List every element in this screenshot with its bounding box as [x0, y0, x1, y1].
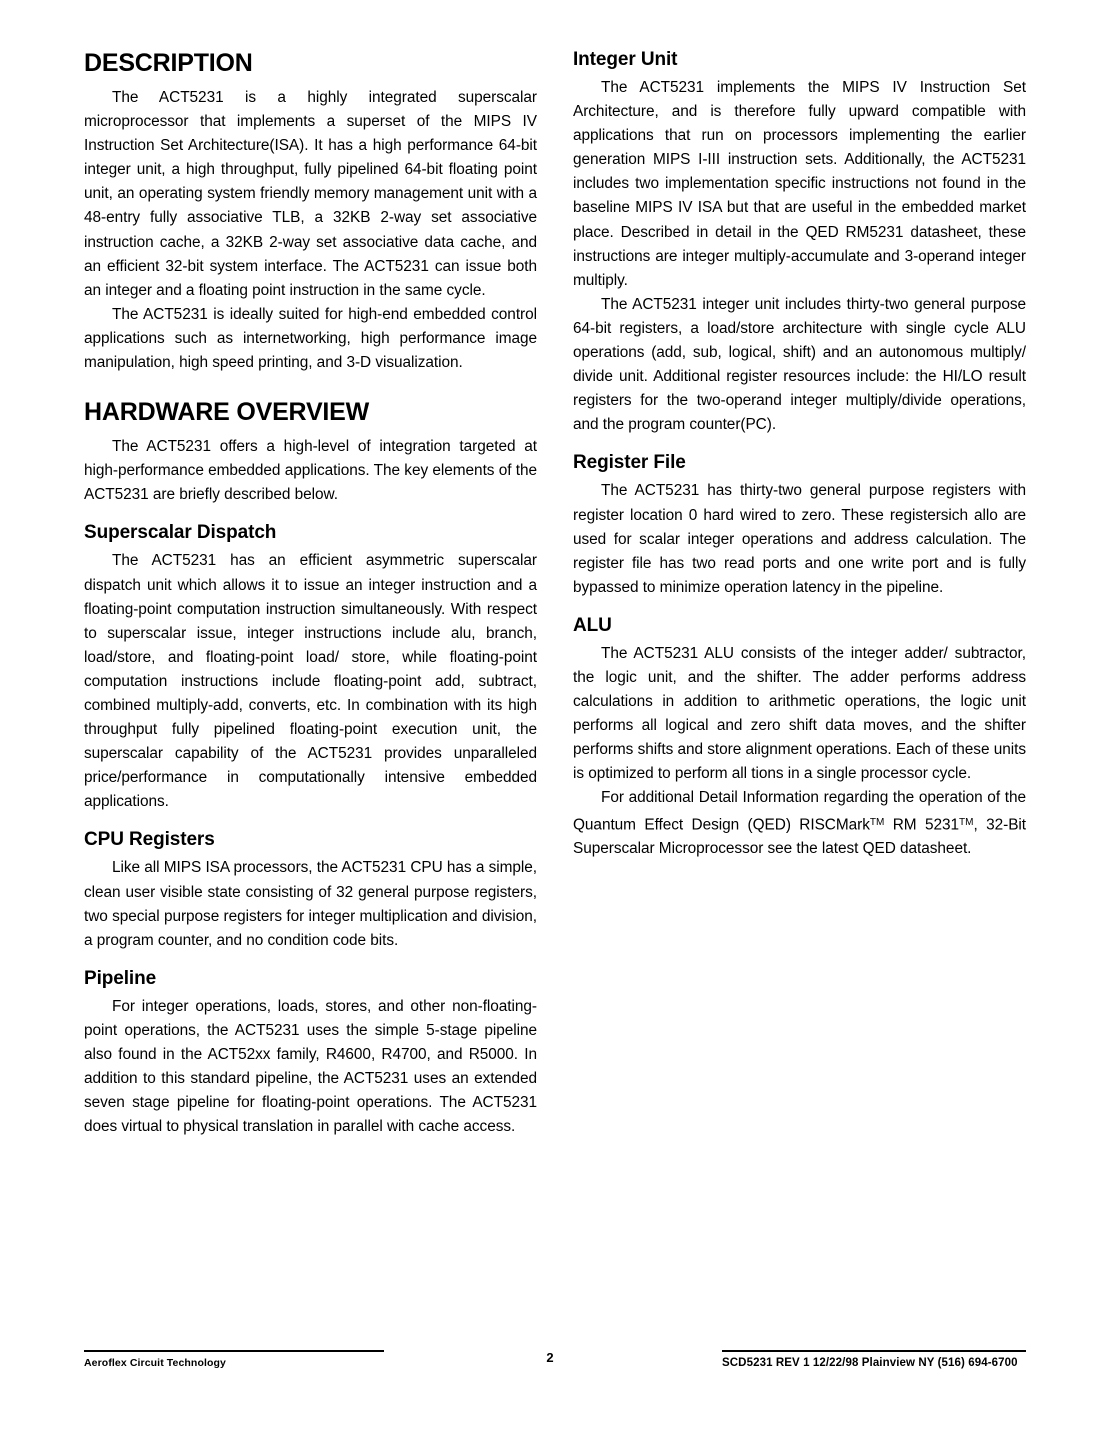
paragraph-superscalar-dispatch-1: The ACT5231 has an efficient asymmetric superscalar dispatch unit which allows it to issue an integer instruction and a floating-point computation instruction simultaneously. With respect to superscalar issue, integer instructions include alu, branch, load/store, and floating-point load/ store, while floating-point computation instructions include floating-point add, subtract, combined multiply-add, converts, etc. In combination with its high throughput fully pipelined floating-point execution unit, the superscalar capability of the ACT5231 provides unparalleled price/performance in computationally intensive embedded applications. — [84, 552, 537, 811]
subsection-heading-register-file: Register File — [573, 452, 686, 474]
paragraph-alu-1: The ACT5231 ALU consists of the integer adder/ subtractor, the logic unit, and the shifter. The adder performs address calculations in addition to arithmetic operations, the logic unit performs all logical and zero shift data moves, and the shifter performs shifts and store alignment operations. Each of these units is optimized to perform all tions in a single processor cycle. — [573, 644, 1026, 783]
footer-doc-reference: SCD5231 REV 1 12/22/98 Plainview NY (516) 694-6700 — [722, 1357, 1018, 1369]
additional-info-prefix: For additional Detail Information regarding the operation of the Quantum Effect Design (QED) RISCMark — [573, 789, 1026, 834]
section-heading-hardware-overview: HARDWARE OVERVIEW — [84, 398, 370, 427]
subsection-heading-cpu-registers: CPU Registers — [84, 829, 215, 851]
additional-info-suffix: , 32-Bit Superscalar Microprocessor see the latest QED datasheet. — [573, 816, 1027, 858]
paragraph-register-file-1: The ACT5231 has thirty-two general purpose registers with register location 0 hard wired to zero. These registersich allo are used for scalar integer operations and address calculation. The register file has two read ports and one write port and is fully bypassed to minimize operation latency in the pipeline. — [573, 482, 1026, 596]
subsection-heading-alu: ALU — [573, 614, 612, 636]
right-column — [573, 48, 1026, 1308]
paragraph-hardware-overview-1: The ACT5231 offers a high-level of integration targeted at high-performance embedded applications. The key elements of the ACT5231 are briefly described below. — [84, 438, 537, 504]
paragraph-additional-info — [573, 786, 1026, 861]
section-heading-description: DESCRIPTION — [84, 49, 253, 77]
paragraph-integer-unit-2: The ACT5231 integer unit includes thirty-two general purpose 64-bit registers, a load/store architecture with single cycle ALU operations (add, sub, logical, shift) and an autonomous multiply/ divide unit. Additional register resources include: the HI/LO result registers for the two-operand integer multiply/divide operations, and the program counter(PC). — [573, 295, 1026, 434]
paragraph-description-2: The ACT5231 is ideally suited for high-end embedded control applications such as internetworking, high performance image manipulation, high speed printing, and 3-D visualization. — [84, 305, 537, 372]
page-footer — [0, 1350, 1105, 1410]
subsection-heading-pipeline: Pipeline — [84, 967, 157, 989]
footer-company-name: Aeroflex Circuit Technology — [84, 1357, 226, 1369]
footer-page-number: 2 — [546, 1350, 554, 1365]
left-column — [84, 48, 537, 1308]
paragraph-description-1: The ACT5231 is a highly integrated superscalar microprocessor that implements a superset of the MIPS IV Instruction Set Architecture(ISA). It has a high performance 64-bit integer unit, a high throughput, fully pipelined 64-bit floating point unit, an operating system friendly memory management unit with a 48-entry fully associative TLB, a 32KB 2-way set associative instruction cache, a 32KB 2-way set associative data cache, and an efficient 32-bit system interface. The ACT5231 can issue both an integer and a floating point instruction in the same cycle. — [84, 89, 537, 299]
paragraph-integer-unit-1: The ACT5231 implements the MIPS IV Instruction Set Architecture, and is therefore fully upward compatible with applications that run on processors implementing the earlier generation MIPS I-III instruction sets. Additionally, the ACT5231 includes two implementation specific instructions not found in the baseline MIPS IV ISA but that are useful in the embedded market place. Described in detail in the QED RM5231 datasheet, these instructions are integer multiply-accumulate and 3-operand integer multiply. — [573, 79, 1026, 289]
paragraph-pipeline-1: For integer operations, loads, stores, and other non-floating-point operations, the ACT5231 uses the simple 5-stage pipeline also found in the ACT52xx family, R4600, R4700, and R5000. In addition to this standard pipeline, the ACT5231 uses an extended seven stage pipeline for floating-point operations. The ACT5231 does virtual to physical translation in parallel with cache access. — [84, 997, 537, 1136]
footer-company-block — [84, 1350, 384, 1370]
paragraph-cpu-registers-1: Like all MIPS ISA processors, the ACT5231 CPU has a simple, clean user visible state consisting of 32 general purpose registers, two special purpose registers for integer multiplication and division, a program counter, and no condition code bits. — [84, 859, 537, 949]
footer-doc-ref-block — [722, 1350, 1026, 1370]
trademark-symbol-riscmark: TM — [869, 816, 885, 828]
two-column-body — [84, 48, 1026, 1308]
additional-info-mid: RM 5231 — [884, 816, 960, 834]
subsection-heading-integer-unit: Integer Unit — [573, 49, 678, 70]
subsection-heading-superscalar-dispatch: Superscalar Dispatch — [84, 522, 277, 544]
trademark-symbol-rm5231: TM — [959, 816, 974, 828]
